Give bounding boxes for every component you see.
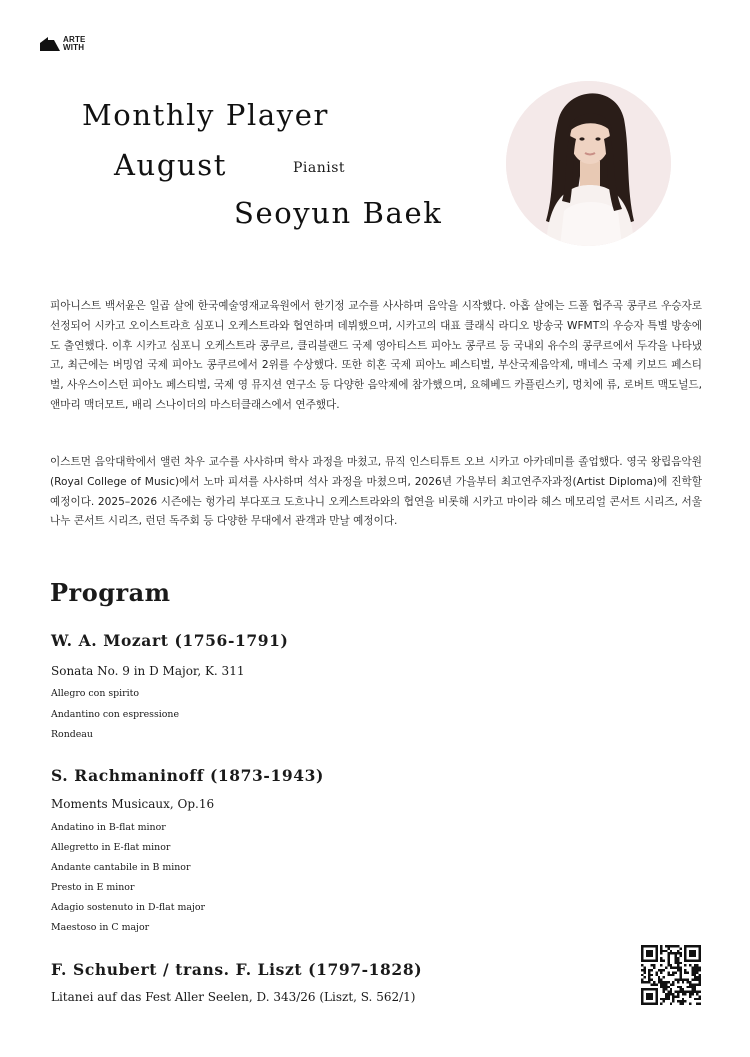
program-movement: Maestoso in C major	[51, 922, 150, 933]
bio-paragraph: 피아니스트 백서윤은 일곱 살에 한국예술영재교육원에서 한기정 교수를 사사하며 음악을 시작했다. 아홉 살에는 드폴 협주곡 콩쿠르 우승자로 선정되어 시카고 오이스트라흐 심포니 오케스트라와 협연하며 데뷔했으며, 시카고의 대표 클래식 라디오 방송국 WFMT의 우승자 특별 방송에도 출연했다. 이후 시카고 심포니 오케스트라 콩쿠르, 클리블랜드 국제 영아티스트 피아노 콩쿠르 등 국내외 유수의 콩쿠르에서 두각을 나타냈고, 최근에는 버밍엄 국제 피아노 콩쿠르에서 2위를 수상했다. 또한 히혼 국제 피아노 페스티벌, 부산국제음악제, 매네스 국제 키보드 페스티벌, 사우스이스턴 피아노 페스티벌, 국제 영 뮤지션 연구소 등 다양한 음악제에 참가했으며, 요헤베드 카플린스키, 멍치에 류, 로버트 맥도널드, 앤마리 맥더모트, 배리 스나이더의 마스터클래스에서 연주했다.	[50, 300, 702, 411]
program-movement: Adagio sostenuto in D-flat major	[51, 902, 206, 913]
program-composer: F. Schubert / trans. F. Liszt (1797-1828)	[51, 960, 423, 979]
qr-code-icon[interactable]	[641, 945, 701, 1005]
program-composer: S. Rachmaninoff (1873-1943)	[51, 766, 324, 785]
logo-text-with: WITH	[63, 43, 85, 52]
title-monthly-player: Monthly Player	[82, 98, 329, 132]
arte-with-logo-icon	[40, 37, 60, 51]
arte-with-logo	[40, 36, 86, 52]
program-heading: Program	[50, 578, 171, 607]
logo-text-arte: ARTE	[63, 35, 86, 44]
performer-name: Seoyun Baek	[234, 196, 443, 230]
performer-portrait	[506, 81, 671, 246]
program-movement: Andante cantabile in B minor	[51, 862, 191, 873]
program-movement: Allegro con spirito	[51, 688, 140, 699]
program-work: Moments Musicaux, Op.16	[51, 797, 215, 811]
program-movement: Rondeau	[51, 729, 93, 740]
program-movement: Andatino in B-flat minor	[51, 822, 166, 833]
program-composer: W. A. Mozart (1756-1791)	[51, 631, 289, 650]
performer-role: Pianist	[293, 160, 346, 176]
program-movement: Presto in E minor	[51, 882, 135, 893]
program-movement: Andantino con espressione	[51, 709, 180, 720]
program-work: Sonata No. 9 in D Major, K. 311	[51, 664, 245, 678]
title-month: August	[114, 148, 227, 182]
bio-paragraph: 이스트먼 음악대학에서 앨런 차우 교수를 사사하며 학사 과정을 마쳤고, 뮤직 인스티튜트 오브 시카고 아카데미를 졸업했다. 영국 왕립음악원(Royal College of Music)에서 노마 피셔를 사사하며 석사 과정을 마쳤으며, 2026년 가을부터 최고연주자과정(Artist Diploma)에 진학할 예정이다. 2025–2026 시즌에는 헝가리 부다포크 도흐나니 오케스트라와의 협연을 비롯해 시카고 마이라 헤스 메모리얼 콘서트 시리즈, 서울 나누 콘서트 시리즈, 런던 독주회 등 다양한 무대에서 관객과 만날 예정이다.	[50, 456, 702, 528]
program-work: Litanei auf das Fest Aller Seelen, D. 343/26 (Liszt, S. 562/1)	[51, 990, 416, 1004]
program-movement: Allegretto in E-flat minor	[51, 842, 171, 853]
